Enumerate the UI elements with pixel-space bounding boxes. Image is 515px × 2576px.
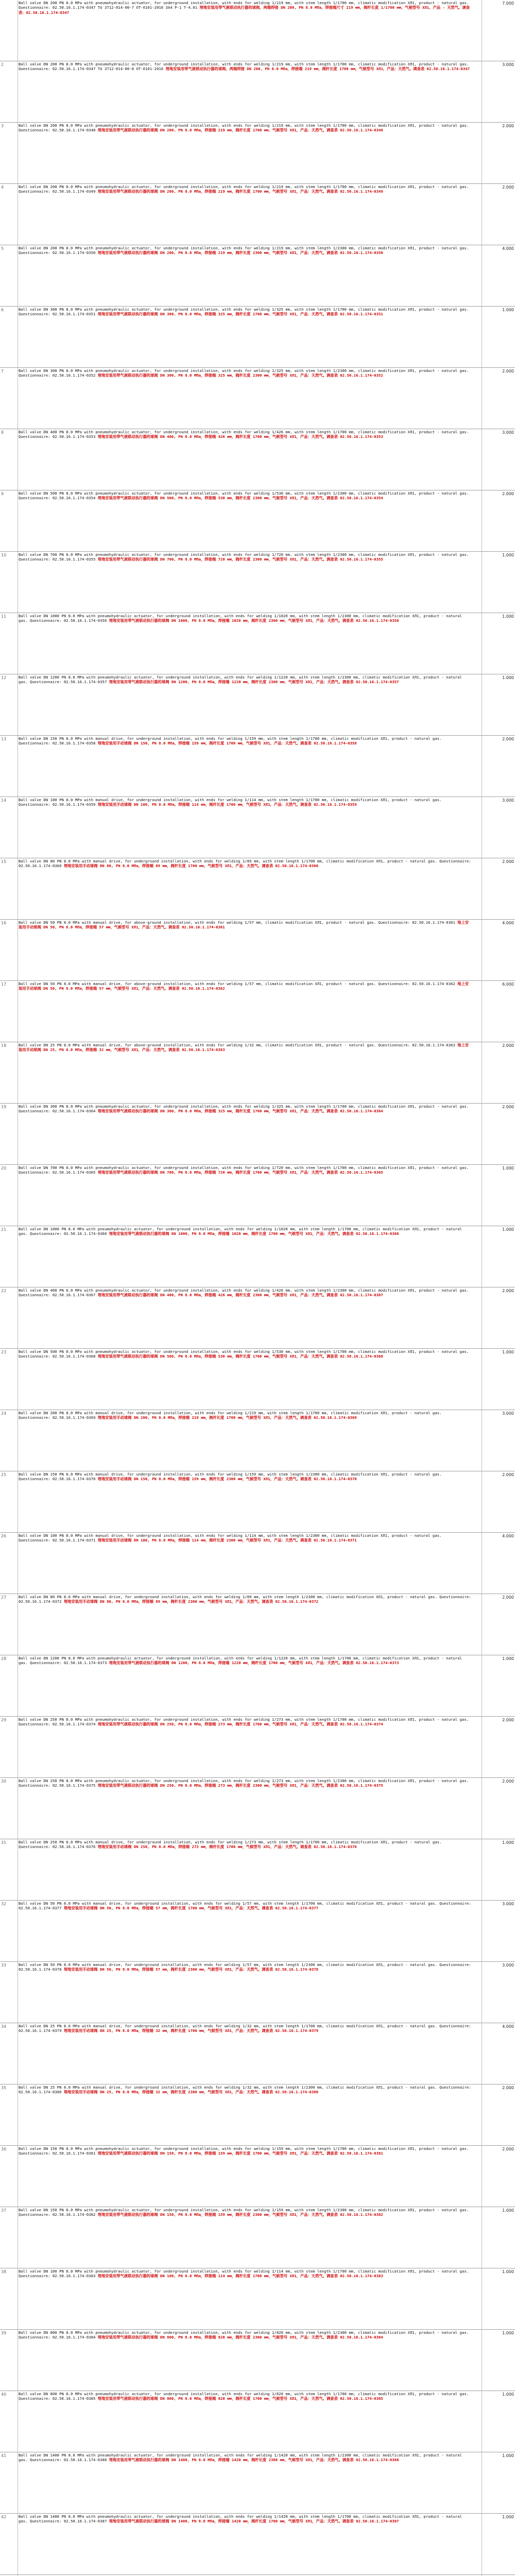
description-cell[interactable] <box>19 2330 472 2340</box>
description-cell[interactable] <box>19 2269 472 2279</box>
description-en: Ball valve DN 25 PN 8.0 MPa with manual drive, for underground installation, with ends for welding 1/32 mm, with stem length 1/2300 mm, climatic modification ХЛ1, product - natural gas. Questionnaire: 02.50.16.1.174-0380 <box>19 2085 474 2095</box>
table-row[interactable] <box>0 797 515 858</box>
description-en: Ball valve DN 200 PN 8.0 MPa with pneumohydraulic actuator, for underground installation, with ends for welding 1/219 mm, with stem length 1/1700 mm, climatic modification ХЛ1, product - natural gas. Questionnaire: 02.50.16.1.174-0347 TU 3712-014-00-7 OT-0101-2016 ЗА4 Р-1 T-4.01 <box>19 1 471 10</box>
row-number: 12 <box>1 675 7 680</box>
description-translation: 地上安装用手动球阀 DN 50, PN 8.0 МПа，焊接端 57 мм，气候型号 ХЛ1，产品：天然气。调查表 02.50.16.1.174-0361 <box>19 920 469 930</box>
description-en: Ball valve DN 1400 PN 8.0 MPa with pneumohydraulic actuator, for underground installation, with ends for welding 1/1420 mm, with stem length 1/2300 mm, climatic modification ХЛ1, product - natural gas. Questionnaire: 02.50.16.1.174-0386 <box>19 2453 465 2463</box>
description-translation: 埋地安装用带气液联动执行器的球阀 DN 1200, PN 8.0 МПа，焊接端 1220 мм，阀杆长度 2300 мм，气候型号 ХЛ1，产品：天然气。调查表 02.50.16.1.174-0357 <box>109 680 399 685</box>
description-translation: 地上安装用手动球阀 DN 50, PN 8.0 МПа，焊接端 57 мм，气候型号 ХЛ1，产品：天然气。调查表 02.50.16.1.174-0362 <box>19 981 469 991</box>
description-en: Ball valve DN 1400 PN 8.0 MPa with pneumohydraulic actuator, for underground installation, with ends for welding 1/1420 mm, with stem length 1/1700 mm, climatic modification ХЛ1, product - natural gas. Questionnaire: 02.50.16.1.174-0387 <box>19 2514 465 2524</box>
description-translation: 埋地安装用手动球阀 DN 80, PN 8.0 МПа，焊接端 89 мм，阀杆长度 1700 мм，气候型号 ХЛ1，产品：天然气。调查表 02.50.16.1.174-0360 <box>63 863 318 869</box>
description-en: Ball valve DN 50 PN 8.0 MPa with manual drive, for underground installation, with ends for welding 1/57 mm, with stem length 1/1700 mm, climatic modification ХЛ1, product - natural gas. Questionnaire: 02.50.16.1.174-0377 <box>19 1901 474 1911</box>
table-row[interactable] <box>0 1042 515 1104</box>
quantity-cell[interactable]: 1.000 <box>502 614 514 619</box>
description-en: Ball valve DN 500 PN 8.0 MPa with pneumohydraulic actuator, for underground installation, with ends for welding 1/530 mm, with stem length 1/2300 mm, climatic modification ХЛ1, product - natural gas. Questionnaire: 02.50.16.1.174-0354 <box>19 491 471 501</box>
quantity-cell[interactable]: 1.000 <box>502 1840 514 1845</box>
table-row[interactable] <box>0 2330 515 2391</box>
table-row[interactable] <box>0 736 515 797</box>
table-row[interactable] <box>0 2268 515 2330</box>
table-row[interactable] <box>0 2207 515 2268</box>
description-translation: 埋地安装用带气液联动执行器的球阀 DN 100, PN 8.0 МПа，焊接端 114 мм，阀杆长度 1700 мм，气候型号 ХЛ1，产品：天然气。调查表 02.50.16.1.174-0383 <box>97 2274 383 2279</box>
row-number: 2 <box>1 62 4 67</box>
table-row[interactable] <box>0 1839 515 1901</box>
description-en: Ball valve DN 80 PN 8.0 MPa with manual drive, for underground installation, with ends for welding 1/89 mm, with stem length 1/2300 mm, climatic modification ХЛ1, product - natural gas. Questionnaire: 02.50.16.1.174-0372 <box>19 1595 474 1604</box>
table-row[interactable] <box>0 0 515 61</box>
quantity-cell[interactable]: 2.000 <box>502 185 514 190</box>
description-cell[interactable] <box>19 552 472 562</box>
row-number: 10 <box>1 553 7 557</box>
description-translation: 埋地安装用带气液联动执行器的球阀 DN 500, PN 8.0 МПа，焊接端 530 мм，阀杆长度 1700 мм，气候型号 ХЛ1，产品：天然气。调查表 02.50.16.1.174-0368 <box>97 1354 383 1359</box>
description-en: Ball valve DN 100 PN 8.0 MPa with manual drive, for underground installation, with ends for welding 1/114 mm, with stem length 1/2300 mm, climatic modification ХЛ1, product - natural gas. Questionnaire: 02.50.16.1.174-0371 <box>19 1533 444 1543</box>
row-number: 41 <box>1 2453 7 2458</box>
table-row[interactable] <box>0 1594 515 1655</box>
table-row[interactable] <box>0 1717 515 1778</box>
description-translation: 埋地安装用带气液联动执行器的球阀 DN 1400, PN 8.0 МПа，焊接端 1420 мм，阀杆长度 2300 мм，气候型号 ХЛ1，产品：天然气。调查表 02.50.16.1.174-0386 <box>109 2458 399 2463</box>
description-en: Ball valve DN 250 PN 8.0 MPa with pneumohydraulic actuator, for underground installation, with ends for welding 1/273 mm, with stem length 1/2300 mm, climatic modification ХЛ1, product - natural gas. Questionnaire: 02.50.16.1.174-0375 <box>19 1778 471 1788</box>
quantity-cell[interactable]: 1.000 <box>502 308 514 312</box>
description-en: Ball valve DN 800 PN 8.0 MPa with pneumohydraulic actuator, for underground installation, with ends for welding 1/820 mm, with stem length 1/2300 mm, climatic modification ХЛ1, product - natural gas. Questionnaire: 02.50.16.1.174-0384 <box>19 2330 471 2340</box>
description-translation: 埋地安装用带气液联动执行器的球阀 DN 200, PN 8.0 МПа，焊接端 219 мм，阀杆长度 1700 мм，气候型号 ХЛ1，产品：天然气。调查表 02.50.16.1.174-0348 <box>97 128 383 133</box>
table-row[interactable] <box>0 429 515 490</box>
table-row[interactable] <box>0 61 515 123</box>
row-number: 3 <box>1 124 4 128</box>
table-row[interactable] <box>0 2391 515 2452</box>
table-row[interactable] <box>0 368 515 429</box>
quantity-cell[interactable]: 4.000 <box>502 921 514 925</box>
description-translation: 埋地安装用手动球阀 DN 80, PN 8.0 МПа，焊接端 89 мм，阀杆长度 2300 мм，气候型号 ХЛ1，产品：天然气。调查表 02.50.16.1.174-0372 <box>63 1599 318 1604</box>
description-en: Ball valve DN 700 PN 8.0 MPa with pneumohydraulic actuator, for underground installation, with ends for welding 1/720 mm, with stem length 1/2300 mm, climatic modification ХЛ1, product - natural gas. Questionnaire: 02.50.16.1.174-0355 <box>19 552 471 562</box>
description-en: Ball valve DN 400 PN 8.0 MPa with pneumohydraulic actuator, for underground installation, with ends for welding 1/426 mm, with stem length 1/2300 mm, climatic modification ХЛ1, product - natural gas. Questionnaire: 02.50.16.1.174-0367 <box>19 1288 471 1298</box>
description-cell[interactable] <box>19 1411 472 1420</box>
description-cell[interactable] <box>19 2085 472 2095</box>
description-en: Ball valve DN 25 PN 8.0 MPa with manual drive, for underground installation, with ends for welding 1/32 mm, with stem length 1/1700 mm, climatic modification ХЛ1, product - natural gas. Questionnaire: 02.50.16.1.174-0379 <box>19 2024 474 2033</box>
table-row[interactable] <box>0 2023 515 2084</box>
quantity-cell[interactable]: 6.000 <box>502 982 514 987</box>
table-row[interactable] <box>0 1349 515 1410</box>
row-number: 39 <box>1 2331 7 2335</box>
description-translation: 埋地安装用手动球阀 DN 250, PN 8.0 МПа，焊接端 273 мм，阀杆长度 1700 мм，气候型号 ХЛ1，产品：天然气。调查表 02.50.16.1.174-0376 <box>97 1844 357 1850</box>
row-number: 29 <box>1 1718 7 1722</box>
description-cell[interactable] <box>19 491 472 501</box>
row-number: 27 <box>1 1595 7 1600</box>
quantity-cell[interactable]: 4.000 <box>502 2024 514 2029</box>
description-cell[interactable] <box>19 2392 472 2401</box>
quantity-cell[interactable]: 4.000 <box>502 246 514 251</box>
description-translation: 埋地安装用手动球阀 DN 200, PN 8.0 МПа，焊接端 219 мм，阀杆长度 1700 мм，气候型号 ХЛ1，产品：天然气。调查表 02.50.16.1.174-0369 <box>97 1415 357 1420</box>
row-number: 28 <box>1 1656 7 1661</box>
table-row[interactable] <box>0 123 515 184</box>
description-translation: 埋地安装用手动球阀 DN 100, PN 8.0 МПа，焊接端 114 мм，阀杆长度 2300 мм，气候型号 ХЛ1，产品：天然气。调查表 02.50.16.1.174-0371 <box>97 1538 357 1543</box>
description-translation: 埋地安装用带气液联动执行器的球阀 DN 1000, PN 8.0 МПа，焊接端 1020 мм，阀杆长度 2300 мм，气候型号 ХЛ1，产品：天然气。调查表 02.50.16.1.174-0356 <box>109 618 399 623</box>
description-en: Ball valve DN 150 PN 8.0 MPa with pneumohydraulic actuator, for underground installation, with ends for welding 1/159 mm, with stem length 1/2300 mm, climatic modification ХЛ1, product - natural gas. Questionnaire: 02.50.16.1.174-0382 <box>19 2208 471 2217</box>
quantity-cell[interactable]: 1.000 <box>502 675 514 680</box>
description-en: Ball valve DN 150 PN 8.0 MPa with pneumohydraulic actuator, for underground installation, with ends for welding 1/159 mm, with stem length 1/1700 mm, climatic modification ХЛ1, product - natural gas. Questionnaire: 02.50.16.1.174-0381 <box>19 2146 471 2156</box>
description-cell[interactable] <box>19 1656 472 1666</box>
row-number: 15 <box>1 859 7 864</box>
description-cell[interactable] <box>19 1840 472 1850</box>
row-number: 7 <box>1 369 4 374</box>
description-en: Ball valve DN 50 PN 8.0 MPa with manual drive, for above-ground installation, with ends for welding 1/57 mm, climatic modification ХЛ1, product - natural gas. Questionnaire: 02.50.16.1.174-0361 <box>19 920 455 925</box>
table-row[interactable] <box>0 981 515 1042</box>
row-number: 36 <box>1 2147 7 2151</box>
description-en: Ball valve DN 250 PN 8.0 MPa with manual drive, for underground installation, with ends for welding 1/273 mm, with stem length 1/1700 mm, climatic modification ХЛ1, product - natural gas. Questionnaire: 02.50.16.1.174-0376 <box>19 1840 444 1850</box>
description-cell[interactable] <box>19 736 472 746</box>
table-row[interactable] <box>0 2146 515 2207</box>
description-translation: 埋地安装用带气液联动执行器的球阀，两端焊接 DN 200, PN 8.0 МПа，焊接端尺寸 219 мм，阀杆长度 1/1700 мм，气候型号 ХЛ1，产品 - 天然气。调查表：02.50.16.1.174-0347 <box>19 5 470 15</box>
description-cell[interactable] <box>19 123 472 133</box>
row-number: 25 <box>1 1472 7 1477</box>
quantity-cell[interactable]: 3.000 <box>502 62 514 67</box>
row-number: 32 <box>1 1902 7 1906</box>
quantity-cell[interactable]: 2.000 <box>502 492 514 496</box>
row-number: 16 <box>1 921 7 925</box>
row-number: 38 <box>1 2269 7 2274</box>
description-en: Ball valve DN 700 PN 8.0 MPa with pneumohydraulic actuator, for underground installation, with ends for welding 1/720 mm, with stem length 1/1700 mm, climatic modification ХЛ1, product - natural gas. Questionnaire: 02.50.16.1.174-0365 <box>19 1165 471 1175</box>
description-cell[interactable] <box>19 2208 472 2217</box>
quantity-cell[interactable]: 2.000 <box>502 1595 514 1600</box>
row-number: 17 <box>1 982 7 987</box>
table-row[interactable] <box>0 1655 515 1717</box>
description-translation: 埋地安装用带气液联动执行器的球阀 DN 300, PN 8.0 МПа，焊接端 325 мм，阀杆长度 1700 мм，气候型号 ХЛ1，产品：天然气。调查表 02.50.16.1.174-0351 <box>97 312 383 317</box>
description-cell[interactable] <box>19 246 472 256</box>
description-en: Ball valve DN 1000 PN 8.0 MPa with pneumohydraulic actuator, for underground installation, with ends for welding 1/1020 mm, with stem length 1/2300 mm, climatic modification ХЛ1, product - natural gas. Questionnaire: 02.50.16.1.174-0356 <box>19 614 465 623</box>
description-cell[interactable] <box>19 1043 472 1053</box>
row-number: 18 <box>1 1043 7 1048</box>
quantity-cell[interactable]: 3.000 <box>502 1902 514 1906</box>
description-translation: 埋地安装用手动球阀 DN 25, PN 8.0 МПа，焊接端 32 мм，阀杆长度 2300 мм，气候型号 ХЛ1，产品：天然气。调查表 02.50.16.1.174-0380 <box>63 2090 318 2095</box>
description-cell[interactable] <box>19 981 472 991</box>
description-cell[interactable] <box>19 368 472 378</box>
quantity-cell[interactable]: 3.000 <box>502 1411 514 1416</box>
description-cell[interactable] <box>19 62 472 72</box>
table-row[interactable] <box>0 1226 515 1287</box>
table-row[interactable] <box>0 920 515 981</box>
description-translation: 埋地安装用带气液联动执行器的球阀 DN 200, PN 8.0 МПа，焊接端 219 мм，阀杆长度 2300 мм，气候型号 ХЛ1，产品：天然气。调查表 02.50.16.1.174-0350 <box>97 250 383 256</box>
table-row[interactable] <box>0 1778 515 1839</box>
description-en: Ball valve DN 50 PN 8.0 MPa with manual drive, for underground installation, with ends for welding 1/57 mm, with stem length 1/2300 mm, climatic modification ХЛ1, product - natural gas. Questionnaire: 02.50.16.1.174-0378 <box>19 1962 474 1972</box>
description-cell[interactable] <box>19 1165 472 1175</box>
row-number: 24 <box>1 1411 7 1416</box>
description-en: Ball valve DN 150 PN 8.0 MPa with manual drive, for underground installation, with ends for welding 1/159 mm, with stem length 1/1700 mm, climatic modification ХЛ1, product - natural gas. Questionnaire: 02.50.16.1.174-0358 <box>19 736 444 746</box>
description-cell[interactable] <box>19 1962 472 1972</box>
description-cell[interactable] <box>19 184 472 194</box>
description-en: Ball valve DN 300 PN 8.0 MPa with pneumohydraulic actuator, for underground installation, with ends for welding 1/325 mm, with stem length 1/1700 mm, climatic modification ХЛ1, product - natural gas. Questionnaire: 02.50.16.1.174-0351 <box>19 307 471 317</box>
description-translation: 埋地安装用带气液联动执行器的球阀 DN 800, PN 8.0 МПа，焊接端 820 мм，阀杆长度 2300 мм，气候型号 ХЛ1，产品：天然气。调查表 02.50.16.1.174-0384 <box>97 2335 383 2340</box>
quantity-cell[interactable]: 2.000 <box>502 1289 514 1293</box>
description-cell[interactable] <box>19 1533 472 1543</box>
row-number: 9 <box>1 492 4 496</box>
quantity-cell[interactable]: 7.000 <box>502 1 514 6</box>
description-cell[interactable] <box>19 1595 472 1604</box>
description-cell[interactable] <box>19 1778 472 1788</box>
description-en: Ball valve DN 1200 PN 8.0 MPa with pneumohydraulic actuator, for underground installation, with ends for welding 1/1220 mm, with stem length 1/1700 mm, climatic modification ХЛ1, product - natural gas. Questionnaire: 02.50.16.1.174-0373 <box>19 1656 465 1666</box>
quantity-cell[interactable]: 1.000 <box>502 2392 514 2397</box>
quantity-cell[interactable]: 2.000 <box>502 737 514 741</box>
quantity-cell[interactable]: 2.000 <box>502 124 514 128</box>
description-translation: 埋地安装用带气液联动执行器的球阀 DN 400, PN 8.0 МПа，焊接端 426 мм，阀杆长度 2300 мм，气候型号 ХЛ1，产品：天然气。调查表 02.50.16.1.174-0367 <box>97 1293 383 1298</box>
row-number: 21 <box>1 1227 7 1232</box>
description-translation: 埋地安装用带气液联动执行器的球阀 DN 700, PN 8.0 МПа，焊接端 720 мм，阀杆长度 2300 мм，气候型号 ХЛ1，产品：天然气。调查表 02.50.16.1.174-0355 <box>97 557 383 562</box>
row-number: 11 <box>1 614 7 619</box>
quantity-cell[interactable]: 4.000 <box>502 1534 514 1538</box>
description-cell[interactable] <box>19 614 472 623</box>
description-translation: 埋地安装用手动球阀 DN 150, PN 8.0 МПа，焊接端 159 мм，阀杆长度 2300 мм，气候型号 ХЛ1，产品：天然气。调查表 02.50.16.1.174-0370 <box>97 1477 357 1482</box>
description-translation: 埋地安装用带气液联动执行器的球阀 DN 250, PN 8.0 МПа，焊接端 273 мм，阀杆长度 1700 мм，气候型号 ХЛ1，产品：天然气。调查表 02.50.16.1.174-0374 <box>97 1722 383 1727</box>
description-en: Ball valve DN 100 PN 8.0 MPa with pneumohydraulic actuator, for underground installation, with ends for welding 1/114 mm, with stem length 1/1700 mm, climatic modification ХЛ1, product - natural gas. Questionnaire: 02.50.16.1.174-0383 <box>19 2269 471 2279</box>
description-translation: 埋地安装用带气液联动执行器的球阀 DN 800, PN 8.0 МПа，焊接端 820 мм，阀杆长度 1700 мм，气候型号 ХЛ1，产品：天然气。调查表 02.50.16.1.174-0385 <box>97 2396 383 2401</box>
row-number: 31 <box>1 1840 7 1845</box>
description-translation: 埋地安装用手动球阀 DN 50, PN 8.0 МПа，焊接端 57 мм，阀杆长度 1700 мм，气候型号 ХЛ1，产品：天然气。调查表 02.50.16.1.174-0377 <box>63 1906 318 1911</box>
row-number: 42 <box>1 2515 7 2519</box>
quantity-cell[interactable]: 2.000 <box>502 1779 514 1784</box>
quantity-cell[interactable]: 2.000 <box>502 2147 514 2151</box>
row-number: 5 <box>1 246 4 251</box>
quantity-cell[interactable]: 2.000 <box>502 2086 514 2090</box>
table-row[interactable] <box>0 552 515 613</box>
table-row[interactable] <box>0 245 515 307</box>
description-translation: 埋地安装用手动球阀 DN 25, PN 8.0 МПа，焊接端 32 мм，阀杆长度 1700 мм，气候型号 ХЛ1，产品：天然气。调查表 02.50.16.1.174-0379 <box>63 2028 318 2033</box>
row-number: 19 <box>1 1105 7 1109</box>
row-number: 8 <box>1 430 4 435</box>
row-number: 13 <box>1 737 7 741</box>
row-number: 20 <box>1 1166 7 1171</box>
row-number: 35 <box>1 2086 7 2090</box>
table-row[interactable] <box>0 858 515 920</box>
description-en: Ball valve DN 250 PN 8.0 MPa with pneumohydraulic actuator, for underground installation, with ends for welding 1/273 mm, with stem length 1/1700 mm, climatic modification ХЛ1, product - natural gas. Questionnaire: 02.50.16.1.174-0374 <box>19 1717 471 1727</box>
description-translation: 埋地安装用带气液联动执行器的球阀 DN 1400, PN 8.0 МПа，焊接端 1420 мм，阀杆长度 1700 мм，气候型号 ХЛ1，产品：天然气。调查表 02.50.16.1.174-0387 <box>109 2519 399 2524</box>
description-en: Ball valve DN 25 PN 8.0 MPa with manual drive, for above-ground installation, with ends for welding 1/32 mm, climatic modification ХЛ1, product - natural gas. Questionnaire: 02.50.16.1.174-0363 <box>19 1043 455 1047</box>
description-cell[interactable] <box>19 307 472 317</box>
quantity-cell[interactable]: 1.000 <box>502 553 514 557</box>
description-cell[interactable] <box>19 920 472 930</box>
quantity-cell[interactable]: 1.000 <box>502 1227 514 1232</box>
quantity-cell[interactable]: 3.000 <box>502 798 514 803</box>
table-row[interactable] <box>0 1962 515 2023</box>
table-row[interactable] <box>0 307 515 368</box>
description-cell[interactable] <box>19 2514 472 2524</box>
description-en: Ball valve DN 1200 PN 8.0 MPa with pneumohydraulic actuator, for underground installation, with ends for welding 1/1220 mm, with stem length 1/2300 mm, climatic modification ХЛ1, product - natural gas. Questionnaire: 02.50.16.1.174-0357 <box>19 675 465 685</box>
description-cell[interactable] <box>19 2453 472 2463</box>
quantity-cell[interactable]: 1.000 <box>502 2453 514 2458</box>
row-number: 4 <box>1 185 4 190</box>
quantity-cell[interactable]: 2.000 <box>502 1105 514 1109</box>
description-en: Ball valve DN 100 PN 8.0 MPa with manual drive, for underground installation, with ends for welding 1/114 mm, with stem length 1/1700 mm, climatic modification ХЛ1, product - natural gas. Questionnaire: 02.50.16.1.174-0359 <box>19 798 444 807</box>
description-translation: 埋地安装用带气液联动执行器的球阀 DN 250, PN 8.0 МПа，焊接端 273 мм，阀杆长度 2300 мм，气候型号 ХЛ1，产品：天然气。调查表 02.50.16.1.174-0375 <box>97 1783 383 1788</box>
description-en: Ball valve DN 1000 PN 8.0 MPa with pneumohydraulic actuator, for underground installation, with ends for welding 1/1020 mm, with stem length 1/1700 mm, climatic modification ХЛ1, product - natural gas. Questionnaire: 02.50.16.1.174-0366 <box>19 1227 465 1236</box>
description-en: Ball valve DN 200 PN 8.0 MPa with pneumohydraulic actuator, for underground installation, with ends for welding 1/219 mm, with stem length 1/1700 mm, climatic modification ХЛ1, product - natural gas. Questionnaire: 02.50.16.1.174-0349 <box>19 184 471 194</box>
description-translation: 埋地安装用手动球阀 DN 150, PN 8.0 МПа，焊接端 159 мм，阀杆长度 1700 мм，气候型号 ХЛ1，产品：天然气。调查表 02.50.16.1.174-0358 <box>97 741 357 746</box>
table-row[interactable] <box>0 1165 515 1226</box>
table-row[interactable] <box>0 1104 515 1165</box>
description-cell[interactable] <box>19 1 472 15</box>
description-en: Ball valve DN 800 PN 8.0 MPa with pneumohydraulic actuator, for underground installation, with ends for welding 1/820 mm, with stem length 1/1700 mm, climatic modification ХЛ1, product - natural gas. Questionnaire: 02.50.16.1.174-0385 <box>19 2392 471 2401</box>
description-cell[interactable] <box>19 675 472 685</box>
quantity-cell[interactable]: 2.000 <box>502 1472 514 1477</box>
row-number: 26 <box>1 1534 7 1538</box>
quantity-cell[interactable]: 2.000 <box>502 1718 514 1722</box>
description-cell[interactable] <box>19 2146 472 2156</box>
row-number: 6 <box>1 308 4 312</box>
table-row[interactable] <box>0 1287 515 1349</box>
description-en: Ball valve DN 50 PN 8.0 MPa with manual drive, for above-ground installation, with ends for welding 1/57 mm, climatic modification ХЛ1, product - natural gas. Questionnaire: 02.50.16.1.174-0362 <box>19 981 455 986</box>
row-number: 37 <box>1 2208 7 2213</box>
row-number: 34 <box>1 2024 7 2029</box>
description-translation: 埋地安装用带气液联动执行器的球阀 DN 400, PN 8.0 МПа，焊接端 426 мм，阀杆长度 1700 мм，气候型号 ХЛ1，产品：天然气。调查表 02.50.16.1.174-0353 <box>97 434 383 439</box>
row-number: 33 <box>1 1963 7 1968</box>
description-translation: 埋地安装用带气液联动执行器的球阀 DN 150, PN 8.0 МПа，焊接端 159 мм，阀杆长度 2300 мм，气候型号 ХЛ1，产品：天然气。调查表 02.50.16.1.174-0382 <box>97 2212 383 2217</box>
description-translation: 埋地安装用带气液联动执行器的球阀 DN 200, PN 8.0 МПа，焊接端 219 мм，阀杆长度 1700 мм，气候型号 ХЛ1，产品：天然气。调查表 02.50.16.1.174-0349 <box>97 189 383 194</box>
description-cell[interactable] <box>19 1104 472 1114</box>
description-translation: 埋地安装用带气液联动执行器的球阀，两端焊接 DN 200, PN 8.0 МПа，焊接端 219 мм，阀杆长度 1700 мм，气候型号 ХЛ1，产品：天然气。调查表 02.50.16.1.174-0347 <box>165 66 470 72</box>
description-translation: 埋地安装用带气液联动执行器的球阀 DN 1000, PN 8.0 МПа，焊接端 1020 мм，阀杆长度 1700 мм，气候型号 ХЛ1，产品：天然气。调查表 02.50.16.1.174-0366 <box>109 1231 399 1236</box>
quantity-cell[interactable]: 1.000 <box>502 2208 514 2213</box>
description-translation: 埋地安装用带气液联动执行器的球阀 DN 300, PN 8.0 МПа，焊接端 325 мм，阀杆长度 1700 мм，气候型号 ХЛ1，产品：天然气。调查表 02.50.16.1.174-0364 <box>97 1109 383 1114</box>
description-cell[interactable] <box>19 2024 472 2033</box>
table-row[interactable] <box>0 2084 515 2146</box>
table-row[interactable] <box>0 2514 515 2575</box>
description-en: Ball valve DN 200 PN 8.0 MPa with manual drive, for underground installation, with ends for welding 1/219 mm, with stem length 1/1700 mm, climatic modification ХЛ1, product - natural gas. Questionnaire: 02.50.16.1.174-0369 <box>19 1411 444 1420</box>
description-cell[interactable] <box>19 1472 472 1482</box>
quantity-cell[interactable]: 2.000 <box>502 859 514 864</box>
description-en: Ball valve DN 150 PN 8.0 MPa with manual drive, for underground installation, with ends for welding 1/159 mm, with stem length 1/2300 mm, climatic modification ХЛ1, product - natural gas. Questionnaire: 02.50.16.1.174-0370 <box>19 1472 444 1482</box>
row-number: 22 <box>1 1289 7 1293</box>
table-row[interactable] <box>0 184 515 245</box>
quantity-cell[interactable]: 1.000 <box>502 2269 514 2274</box>
quantity-cell[interactable]: 2.000 <box>502 369 514 374</box>
table-row[interactable] <box>0 1901 515 1962</box>
description-translation: 地上安装用手动球阀 DN 25, PN 8.0 МПа，焊接端 32 мм，气候型号 ХЛ1，产品：天然气。调查表 02.50.16.1.174-0363 <box>19 1043 469 1053</box>
row-number: 23 <box>1 1350 7 1354</box>
table-row[interactable] <box>0 2452 515 2514</box>
table-row[interactable] <box>0 1471 515 1533</box>
description-cell[interactable] <box>19 1717 472 1727</box>
table-row[interactable] <box>0 674 515 736</box>
quantity-cell[interactable]: 2.000 <box>502 1043 514 1048</box>
quantity-cell[interactable]: 1.000 <box>502 1350 514 1354</box>
table-row[interactable] <box>0 1533 515 1594</box>
description-cell[interactable] <box>19 798 472 807</box>
row-number: 30 <box>1 1779 7 1784</box>
description-en: Ball valve DN 300 PN 8.0 MPa with pneumohydraulic actuator, for underground installation, with ends for welding 1/325 mm, with stem length 1/1700 mm, climatic modification ХЛ1, product - natural gas. Questionnaire: 02.50.16.1.174-0364 <box>19 1104 471 1114</box>
description-en: Ball valve DN 200 PN 8.0 MPa with pneumohydraulic actuator, for underground installation, with ends for welding 1/219 mm, with stem length 1/2300 mm, climatic modification ХЛ1, product - natural gas. Questionnaire: 02.50.16.1.174-0350 <box>19 246 471 256</box>
description-translation: 埋地安装用带气液联动执行器的球阀 DN 300, PN 8.0 МПа，焊接端 325 мм，阀杆长度 2300 мм，气候型号 ХЛ1，产品：天然气。调查表 02.50.16.1.174-0352 <box>97 373 383 378</box>
table-row[interactable] <box>0 613 515 674</box>
quantity-cell[interactable]: 1.000 <box>502 2331 514 2335</box>
row-number: 14 <box>1 798 7 803</box>
description-translation: 埋地安装用带气液联动执行器的球阀 DN 500, PN 8.0 МПа，焊接端 530 мм，阀杆长度 2300 мм，气候型号 ХЛ1，产品：天然气。调查表 02.50.16.1.174-0354 <box>97 496 383 501</box>
description-translation: 埋地安装用带气液联动执行器的球阀 DN 700, PN 8.0 МПа，焊接端 720 мм，阀杆长度 1700 мм，气候型号 ХЛ1，产品：天然气。调查表 02.50.16.1.174-0365 <box>97 1170 383 1175</box>
quantity-cell[interactable]: 1.000 <box>502 1656 514 1661</box>
description-en: Ball valve DN 80 PN 8.0 MPa with manual drive, for underground installation, with ends for welding 1/89 mm, with stem length 1/1700 mm, climatic modification ХЛ1, product - natural gas. Questionnaire: 02.50.16.1.174-0360 <box>19 859 474 869</box>
description-en: Ball valve DN 500 PN 8.0 MPa with pneumohydraulic actuator, for underground installation, with ends for welding 1/530 mm, with stem length 1/1700 mm, climatic modification ХЛ1, product - natural gas. Questionnaire: 02.50.16.1.174-0368 <box>19 1349 471 1359</box>
quantity-cell[interactable]: 3.000 <box>502 430 514 435</box>
description-en: Ball valve DN 200 PN 8.0 MPa with pneumohydraulic actuator, for underground installation, with ends for welding 1/219 mm, with stem length 1/1700 mm, climatic modification ХЛ1, product - natural gas. Questionnaire: 02.50.16.1.174-0347 TU 3712-014-00-8 OT-0101-2016 <box>19 62 471 72</box>
description-translation: 埋地安装用手动球阀 DN 50, PN 8.0 МПа，焊接端 57 мм，阀杆长度 2300 мм，气候型号 ХЛ1，产品：天然气。调查表 02.50.16.1.174-0378 <box>63 1967 318 1972</box>
quantity-cell[interactable]: 3.000 <box>502 1963 514 1968</box>
description-cell[interactable] <box>19 1349 472 1359</box>
quantity-cell[interactable]: 1.000 <box>502 1166 514 1171</box>
description-cell[interactable] <box>19 1288 472 1298</box>
description-cell[interactable] <box>19 859 472 869</box>
description-en: Ball valve DN 400 PN 8.0 MPa with pneumohydraulic actuator, for underground installation, with ends for welding 1/426 mm, with stem length 1/1700 mm, climatic modification ХЛ1, product - natural gas. Questionnaire: 02.50.16.1.174-0353 <box>19 430 471 439</box>
description-cell[interactable] <box>19 430 472 439</box>
description-en: Ball valve DN 300 PN 8.0 MPa with pneumohydraulic actuator, for underground installation, with ends for welding 1/325 mm, with stem length 1/2300 mm, climatic modification ХЛ1, product - natural gas. Questionnaire: 02.50.16.1.174-0352 <box>19 368 471 378</box>
table-row[interactable] <box>0 490 515 552</box>
row-number: 40 <box>1 2392 7 2397</box>
description-cell[interactable] <box>19 1227 472 1236</box>
table-row[interactable] <box>0 1410 515 1471</box>
description-en: Ball valve DN 200 PN 8.0 MPa with pneumohydraulic actuator, for underground installation, with ends for welding 1/219 mm, with stem length 1/1700 mm, climatic modification ХЛ1, product - natural gas. Questionnaire: 02.50.16.1.174-0348 <box>19 123 471 133</box>
description-translation: 埋地安装用手动球阀 DN 100, PN 8.0 МПа，焊接端 114 мм，阀杆长度 1700 мм，气候型号 ХЛ1，产品：天然气。调查表 02.50.16.1.174-0359 <box>97 802 357 807</box>
quantity-cell[interactable]: 1.000 <box>502 2515 514 2519</box>
description-translation: 埋地安装用带气液联动执行器的球阀 DN 150, PN 8.0 МПа，焊接端 159 мм，阀杆长度 1700 мм，气候型号 ХЛ1，产品：天然气。调查表 02.50.16.1.174-0381 <box>97 2151 383 2156</box>
description-translation: 埋地安装用带气液联动执行器的球阀 DN 1200, PN 8.0 МПа，焊接端 1220 мм，阀杆长度 1700 мм，气候型号 ХЛ1，产品：天然气。调查表 02.50.16.1.174-0373 <box>109 1660 399 1666</box>
description-cell[interactable] <box>19 1901 472 1911</box>
